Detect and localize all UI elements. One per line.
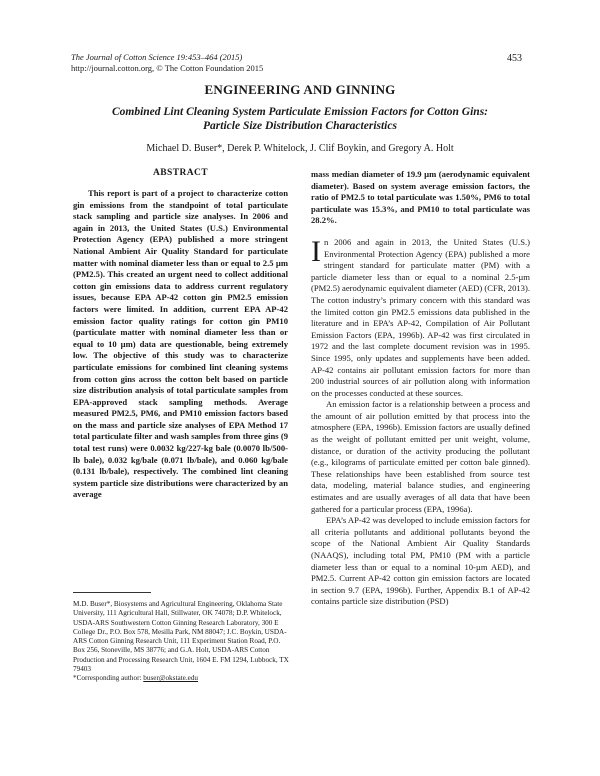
footnote-divider: [73, 592, 151, 593]
abstract-continued: mass median diameter of 19.9 µm (aerodynamic equivalent diameter). Based on system average emission factors, the ratio of PM2.5 to total particulate was 1.50%, PM6 to total particulate was 15.3%, and PM10 to total particulate was 28.2%.: [311, 169, 530, 226]
author-list: Michael D. Buser*, Derek P. Whitelock, J. Clif Boykin, and Gregory A. Holt: [146, 143, 454, 154]
intro-paragraph-2: An emission factor is a relationship between a process and the amount of air pollution emitted by that process into the atmosphere (EPA, 1996b). Emission factors are usually defined as the weight of pollutant emitted per unit weight, volume, distance, or duration of the activity producing the pollutant (e.g., kilograms of particulate emitted per cotton bale ginned). These relationships have been established from source test data, modeling, material balance studies, and engineering estimates and are usually averages of all data that have been gathered for a particular process (EPA, 1996a).: [311, 399, 530, 514]
running-header: [71, 52, 263, 73]
intro-paragraph-3: EPA’s AP-42 was developed to include emission factors for all criteria pollutants and additional pollutants beyond the scope of the National Ambient Air Quality Standards (NAAQS), including total PM, PM10 (PM with a particle diameter less than or equal to a nominal 10-µm AED), and PM2.5. Current AP-42 cotton gin emission factors are located in section 9.7 (EPA, 1996b). Further, Appendix B.1 of AP-42 contains particle size distribution (PSD): [311, 515, 530, 607]
intro-paragraph-1: [311, 234, 530, 399]
journal-citation: The Journal of Cotton Science 19:453–464 (2015): [71, 52, 243, 62]
author-affiliations-footnote: [73, 600, 291, 684]
article-title: [70, 105, 530, 133]
drop-cap: I: [311, 234, 321, 268]
abstract-heading: ABSTRACT: [153, 168, 208, 178]
section-heading: ENGINEERING AND GINNING: [204, 82, 396, 97]
right-column: [311, 169, 530, 608]
abstract-text: This report is part of a project to characterize cotton gin emissions from the standpoint of total particulate stack sampling and particle size analyses. In 2006 and again in 2013, the United States (U.S.) Environmental Protection Agency (EPA) published a more stringent National Ambient Air Quality Standard for particulate matter with nominal diameter less than or equal to 2.5 µm (PM2.5). This created an urgent need to collect additional cotton gin emissions data to address current regulatory issues, because EPA AP-42 cotton gin PM2.5 emission factors were limited. In addition, current EPA AP-42 emission factor quality ratings for cotton gin PM10 (particulate matter with nominal diameter less than or equal to 10 µm) data are questionable, being extremely low. The objective of this study was to characterize particulate emissions for combined lint cleaning systems from cotton gins across the cotton belt based on particle size distribution analysis of total particulate samples from EPA-approved stack sampling methods. Average measured PM2.5, PM6, and PM10 emission factors based on the mass and particle size analyses of EPA Method 17 total particulate filter and wash samples from three gins (9 total test runs) were 0.0032 kg/227-kg bale (0.0070 lb/500-lb bale), 0.032 kg/bale (0.071 lb/bale), and 0.060 kg/bale (0.131 lb/bale), respectively. The combined lint cleaning system particle size distributions were characterized by an average: [73, 188, 288, 500]
corresponding-email-link[interactable]: buser@okstate.edu: [143, 674, 199, 683]
corresponding-label: *Corresponding author:: [73, 674, 144, 683]
journal-website: http://journal.cotton.org, © The Cotton Foundation 2015: [71, 62, 264, 73]
title-line-1: Combined Lint Cleaning System Particulate Emission Factors for Cotton Gins:: [111, 106, 489, 118]
title-line-2: Particle Size Distribution Characteristics: [203, 120, 397, 132]
page-number: 453: [507, 53, 522, 64]
intro-paragraph-1-text: n 2006 and again in 2013, the United States (U.S.) Environmental Protection Agency (EPA) published a more stringent standard for particulate matter (PM) with a particle diameter less than or equal to a nominal 2.5-µm (PM2.5) aerodynamic equivalent diameter (AED) (CFR, 2013). The cotton industry’s primary concern with this standard was the limited cotton gin PM2.5 emissions data published in the literature and in EPA’s AP-42, Compilation of Air Pollutant Emission Factors (EPA, 1996b). AP-42 was first circulated in 1972 and the last complete document revision was in 1995. Since 1995, only updates and supplements have been added. AP-42 contains air pollutant emission factors for more than 200 industrial sources of air pollution along with information on the processes conducted at these sources.: [311, 236, 530, 398]
affiliations-text: M.D. Buser*, Biosystems and Agricultural Engineering, Oklahoma State University, 111 Agricultural Hall, Stillwater, OK 74078; D.P. Whitelock, USDA-ARS Southwestern Cotton Ginning Research Laboratory, 300 E College Dr., P.O. Box 578, Mesilla Park, NM 88047; J.C. Boykin, USDA-ARS Cotton Ginning Research Unit, 111 Experiment Station Road, P.O. Box 256, Stoneville, MS 38776; and G.A. Holt, USDA-ARS Cotton Production and Processing Research Unit, 1604 E. FM 1294, Lubbock, TX 79403: [73, 600, 289, 674]
left-column: [73, 168, 288, 501]
corresponding-author: [73, 674, 291, 683]
